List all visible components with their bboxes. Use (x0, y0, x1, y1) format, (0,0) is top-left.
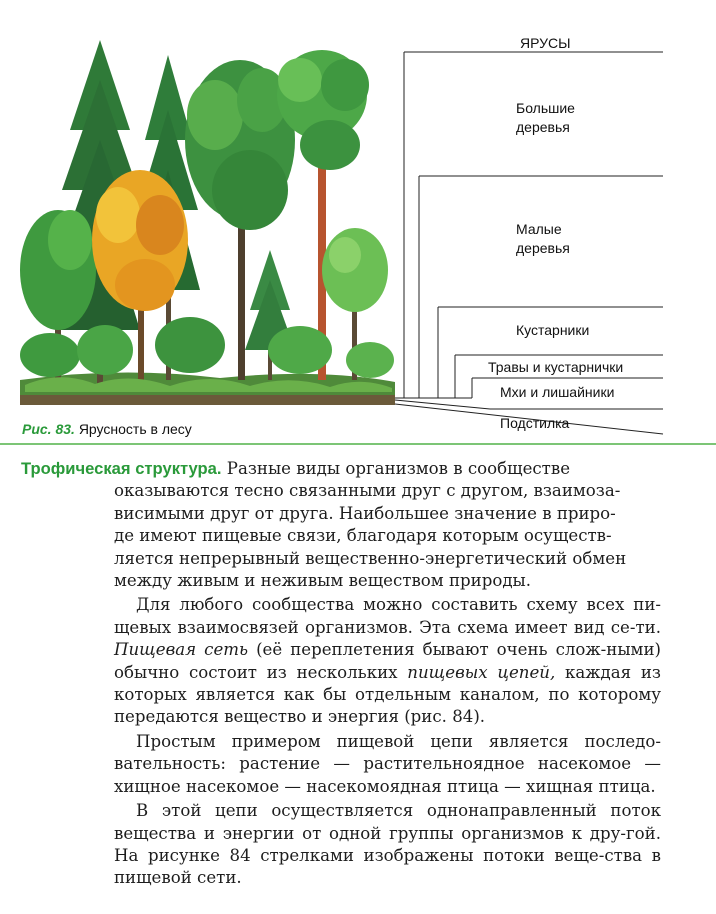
text-run: каждая из которых является как бы отдельным каналом, по которому передаются вещество и энергия (рис. 84). (114, 662, 661, 727)
text-run: Для любого сообщества можно составить схему всех пи-щевых взаимосвязей организмов. Эта схема имеет вид се-ти. (114, 595, 661, 637)
figure-caption (22, 421, 192, 437)
tier-label-litter: Подстилка (500, 415, 570, 431)
text-line: ляется непрерывный вещественно-энергетический обмен (114, 548, 627, 568)
paragraph-food-web (21, 594, 661, 728)
paragraph-trophic-structure (21, 458, 661, 592)
text-line: висимыми друг от друга. Наибольшее значение в приро- (114, 503, 616, 523)
paragraph-food-chain-example: Простым примером пищевой цепи является последо-вательность: растение — растительноядное насекомое — хищное насекомое — насекомоядная птица — хищная птица. (114, 731, 661, 796)
tier-label-large-trees (516, 99, 575, 137)
term-food-chains: пищевых цепей, (407, 662, 556, 682)
tier-label-herbs: Травы и кустарнички (488, 359, 624, 375)
tier-label-mosses: Мхи и лишайники (500, 384, 615, 400)
text-line: оказываются тесно связанными друг с другом, взаимоза- (114, 481, 621, 501)
section-heading: Трофическая структура. (21, 459, 222, 478)
tiers-header: ЯРУСЫ (520, 35, 571, 51)
figure-caption-text: Ярусность в лесу (78, 421, 192, 437)
tier-label-line: Малые (516, 221, 562, 237)
tier-label-shrubs: Кустарники (516, 322, 590, 338)
tier-label-line: деревья (516, 119, 570, 135)
tier-label-line: Большие (516, 100, 575, 116)
tier-label-line: деревья (516, 240, 570, 256)
text-line: между живым и неживым веществом природы. (114, 571, 532, 591)
paragraph-energy-flow: В этой цепи осуществляется однонаправленный поток вещества и энергии от одной группы организмов к дру-гой. На рисунке 84 стрелками изображены потоки веще-ства в пищевой сети. (114, 801, 661, 888)
term-food-web: Пищевая сеть (114, 640, 249, 660)
section-divider (0, 443, 716, 445)
tier-label-small-trees (516, 220, 570, 258)
figure-number: Рис. 83. (22, 421, 75, 437)
text-run: (её переплетения бывают очень слож-ными) обычно состоит из нескольких (114, 640, 661, 682)
text-line: Разные виды организмов в сообществе (221, 459, 571, 478)
body-text (21, 458, 661, 890)
text-line: де имеют пищевые связи, благодаря которым осуществ- (114, 526, 612, 546)
